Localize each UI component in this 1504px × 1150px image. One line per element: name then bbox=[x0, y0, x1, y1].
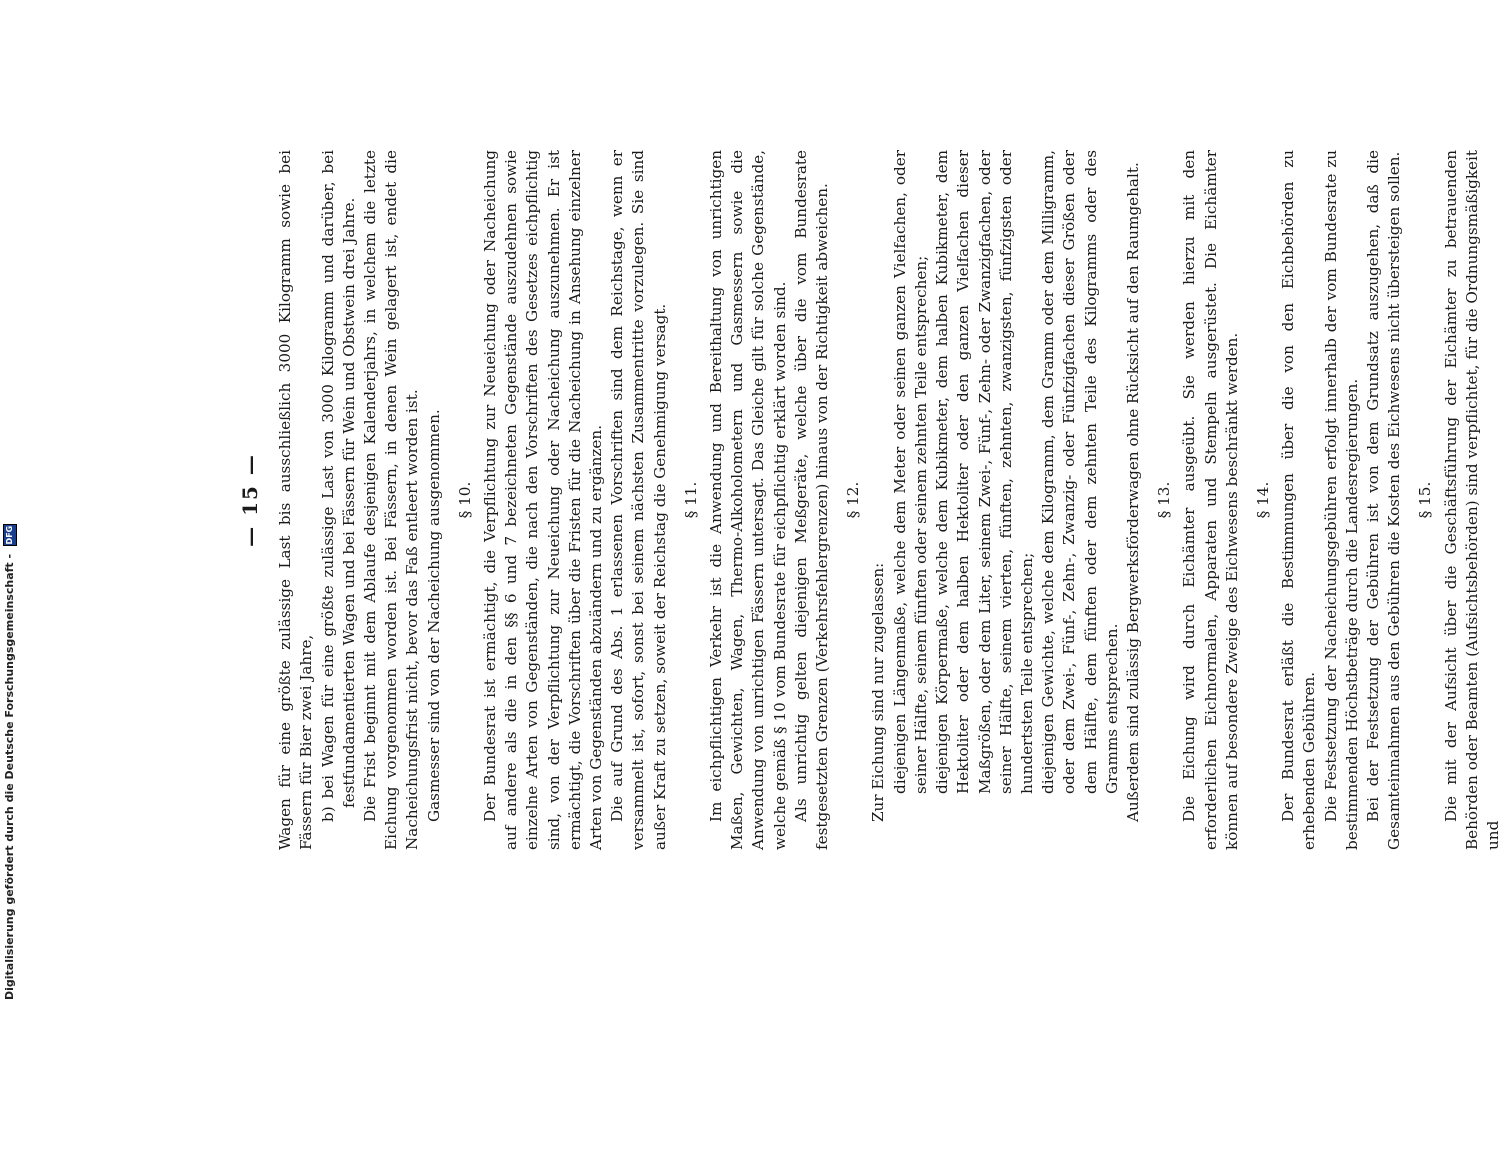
section-15-paragraph-1: Die mit der Aufsicht über die Geschäftsführung der Eichämter zu betrauenden Behörden oder Beamten (Aufsichtsbehörden) sind verpflichtet, für die Ordnungsmäßigkeit und bbox=[1441, 150, 1502, 850]
section-heading-15: § 15. bbox=[1416, 481, 1435, 519]
list-item-a-continuation: Wagen für eine größte zulässige Last bis ausschließlich 3000 Kilogramm sowie bei Fässern für Bier zwei Jahre, bbox=[276, 150, 316, 850]
list-item-b: b) bei Wagen für eine größte zulässige Last von 3000 Kilogramm und darüber, bei festfundamentierten Wagen und bei Fässern für Wein und Obstwein drei Jahre. bbox=[318, 150, 358, 822]
section-heading-10: § 10. bbox=[455, 481, 474, 519]
rotated-document bbox=[130, 150, 1502, 1150]
section-14-paragraph-1: Der Bundesrat erläßt die Bestimmungen über die von den Eichbehörden zu erhebenden Gebühren. bbox=[1279, 150, 1319, 850]
section-heading-12: § 12. bbox=[844, 481, 863, 519]
section-14-paragraph-2: Die Festsetzung der Nacheichungsgebühren erfolgt innerhalb der vom Bundesrate zu bestimmenden Höchstbeträge durch die Landesregierungen. bbox=[1321, 150, 1361, 850]
dfg-logo-icon: DFG bbox=[3, 524, 17, 546]
section-12-item-1: diejenigen Längenmaße, welche dem Meter oder seinen ganzen Vielfachen, oder seiner Hälfte, seinem fünften oder seinem zehnten Teile entsprechen; bbox=[890, 150, 930, 794]
section-12-item-2: diejenigen Körpermaße, welche dem Kubikmeter, dem halben Kubikmeter, dem Hektoliter oder dem halben Hektoliter oder den ganzen Vielfachen dieser Maßgrößen, oder dem Liter, seinem Zwei-, Fünf-, Zehn- oder Zwanzigfachen, oder seiner Hälfte, seinem vierten, fünften, zehnten, zwanzigsten, fünfzigsten oder hundertsten Teile entsprechen; bbox=[933, 150, 1036, 794]
credit-text: Digitalisierung gefördert durch die Deutsche Forschungsgemeinschaft - bbox=[3, 553, 16, 1000]
section-12-outro: Außerdem sind zulässig Bergwerksförderwagen ohne Rücksicht auf den Raumgehalt. bbox=[1123, 162, 1142, 822]
text-column bbox=[240, 150, 1504, 850]
section-13-paragraph-1: Die Eichung wird durch Eichämter ausgeübt. Sie werden hierzu mit den erforderlichen Eichnormalen, Apparaten und Stempeln ausgerüstet. Die Eichämter können auf besondere Zweige des Eichwesens beschränkt werden. bbox=[1180, 150, 1241, 850]
section-12-intro: Zur Eichung sind nur zugelassen: bbox=[869, 562, 888, 822]
document-content bbox=[238, 150, 1502, 850]
section-heading-14: § 14. bbox=[1253, 481, 1272, 519]
paragraph-frist: Die Frist beginnt mit dem Ablaufe desjenigen Kalenderjahrs, in welchem die letzte Eichung vorgenommen worden ist. Bei Fässern, in denen Wein gelagert ist, endet die Nacheichungsfrist nicht, bevor das Faß entleert worden ist. bbox=[361, 150, 422, 850]
section-10-paragraph-2: Die auf Grund des Abs. 1 erlassenen Vorschriften sind dem Reichstage, wenn er versammelt ist, sofort, sonst bei seinem nächsten Zusammentritte vorzulegen. Sie sind außer Kraft zu setzen, soweit der Reichstag die Genehmigung versagt. bbox=[608, 150, 669, 850]
section-14-paragraph-3: Bei der Festsetzung der Gebühren ist von dem Grundsatz auszugehen, daß die Gesamteinnahmen aus den Gebühren die Kosten des Eichwesens nicht übersteigen sollen. bbox=[1363, 150, 1404, 850]
section-11-paragraph-2: Als unrichtig gelten diejenigen Meßgeräte, welche über die vom Bundesrate festgesetzten Grenzen (Verkehrsfehlergrenzen) hinaus von der Richtigkeit abweichen. bbox=[791, 150, 832, 850]
digitization-credit bbox=[0, 0, 22, 1000]
section-12-item-3: diejenigen Gewichte, welche dem Kilogramm, dem Gramm oder dem Milligramm, oder dem Zwei-, Fünf-, Zehn-, Zwanzig- oder Fünfzigfachen dieser Größen oder dem Hälfte, dem fünften oder dem zehnten Teile des Kilogramms oder des Gramms entsprechen. bbox=[1039, 150, 1121, 794]
section-11-paragraph-1: Im eichpflichtigen Verkehr ist die Anwendung und Bereithaltung von unrichtigen Maßen, Gewichten, Wagen, Thermo-Alkoholometern und Gasmessern sowie die Anwendung von unrichtigen Fässern untersagt. Das Gleiche gilt für solche Gegenstände, welche gemäß § 10 vom Bundesrate für eichpflichtig erklärt worden sind. bbox=[707, 150, 789, 850]
credit-line bbox=[0, 0, 20, 1000]
paragraph-gasmesser: Gasmesser sind von der Nacheichung ausgenommen. bbox=[424, 409, 443, 822]
page-number: — 15 — bbox=[238, 453, 262, 547]
section-10-paragraph-1: Der Bundesrat ist ermächtigt, die Verpflichtung zur Neueichung oder Nacheichung auf andere als die in den §§ 6 und 7 bezeichneten Gegenstände auszudehnen sowie einzelne Arten von Gegenständen, die nach den Vorschriften des Gesetzes eichpflichtig sind, von der Verpflichtung zur Neueichung oder Nacheichung auszunehmen. Er ist ermächtigt, die Vorschriften über die Fristen für die Nacheichung in Ansehung einzelner Arten von Gegenständen abzuändern und zu ergänzen. bbox=[481, 150, 606, 850]
section-heading-13: § 13. bbox=[1155, 481, 1174, 519]
section-heading-11: § 11. bbox=[681, 481, 700, 519]
